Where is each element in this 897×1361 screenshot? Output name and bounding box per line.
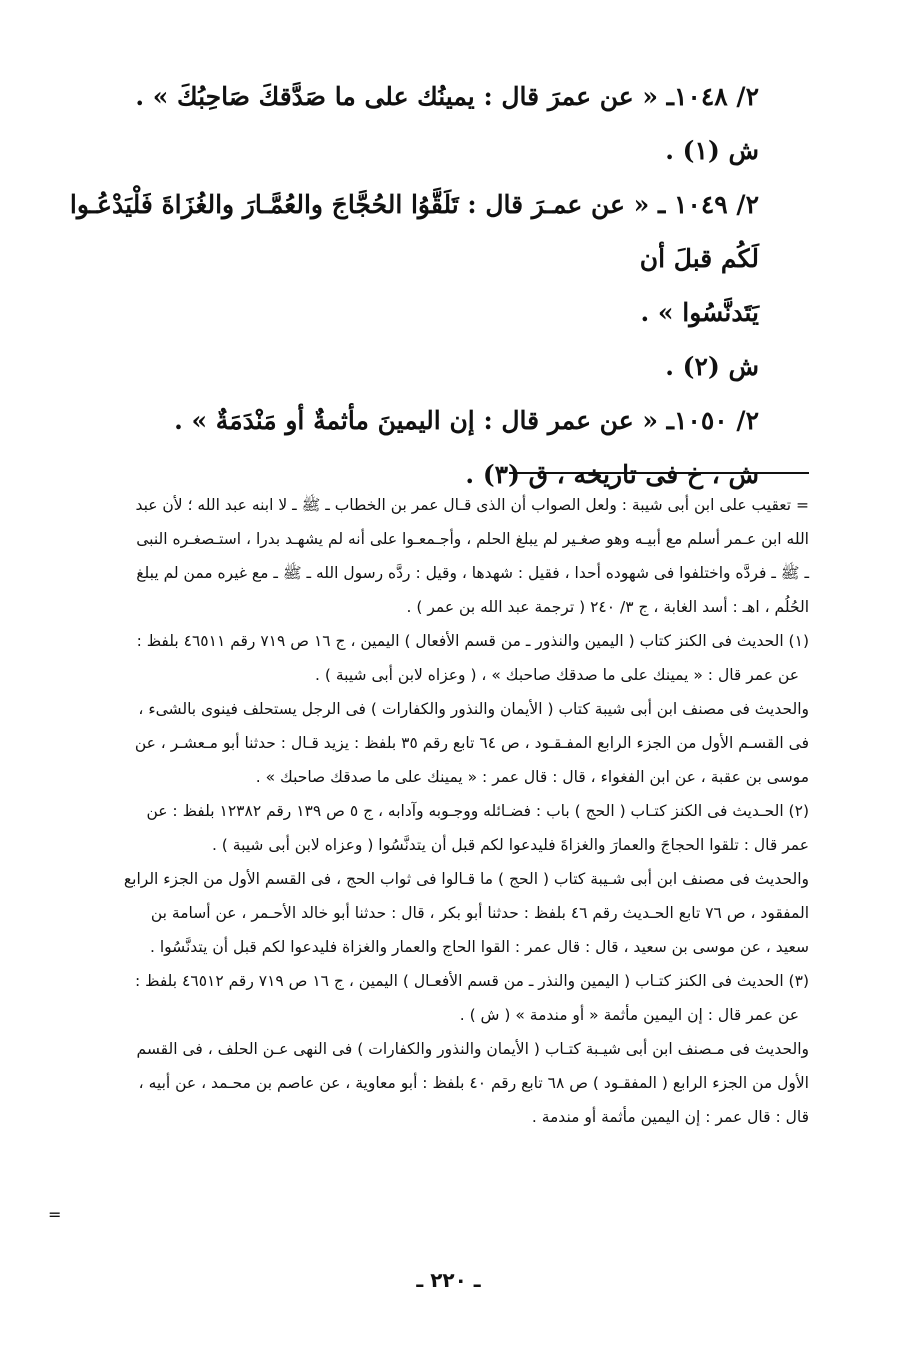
continuation-mark: = [48, 1205, 62, 1224]
footnote-line: (١) الحديث فى الكنز كتاب ( اليمين والنذور ـ من قسم الأفعال ) اليمين ، ج ١٦ ص ٧١٩ رقم ٤٦٥١١ بلفظ : [136, 632, 809, 650]
footnote-line: والحديث فى مصنف ابن أبى شيبة كتاب ( الأيمان والنذور والكفارات ) فى الرجل يستحلف فينوى بالشىء ، [138, 700, 809, 718]
hadith-line: ش (١) . [665, 136, 759, 165]
footnote-line: سعيد ، عن موسى بن سعيد ، قال : قال عمر : القوا الحاج والعمار والغزاة فليدعوا لكم قبل أن يتدنَّسُوا . [149, 938, 809, 956]
hadith-line: ٢/ ١٠٤٩ ـ « عن عمـرَ قال : تَلَقَّوُا الحُجَّاجَ والعُمَّـارَ والغُزَاةَ فَلْيَدْعُـوا لَكُم قبلَ أن [69, 190, 759, 273]
hadith-line: ٢/ ١٠٥٠ـ « عن عمر قال : إن اليمينَ مأثمةٌ أو مَنْدَمَةٌ » . [174, 406, 759, 435]
hadith-line: ٢/ ١٠٤٨ـ « عن عمرَ قال : يمينُك على ما صَدَّقكَ صَاحِبُكَ » . [135, 82, 759, 111]
footnote-line: قال : قال عمر : إن اليمين مأثمة أو مندمة . [531, 1108, 809, 1126]
footnote-line: (٣) الحديث فى الكنز كتـاب ( اليمين والنذر ـ من قسم الأفعـال ) اليمين ، ج ١٦ ص ٧١٩ رقم ٤٦٥١٢ بلفظ : [134, 972, 809, 990]
footnote-line: الأول من الجزء الرابع ( المفقـود ) ص ٦٨ تابع رقم ٤٠ بلفظ : أبو معاوية ، عن عاصم بن محـمد ، عن أبيه ، [138, 1074, 809, 1092]
footnote-line: فى القسـم الأول من الجزء الرابع المفـقـود ، ص ٦٤ تابع رقم ٣٥ بلفظ : يزيد قـال : حدثنا أبو مـعشـر ، عن [134, 734, 809, 752]
hadith-text-block [38, 70, 759, 502]
footnote-line: والحديث فى مصنف ابن أبى شـيبة كتاب ( الحج ) ما قـالوا فى ثواب الحج ، فى القسم الأول من الجزء الرابع [123, 870, 809, 888]
footnote-line: الله ابن عـمر أسلم مع أبيـه وهو صغـير لم يبلغ الحلم ، وأجـمعـوا على أنه لم يشهـد بدرا ، استـصغـره النبى [136, 530, 809, 548]
hadith-line: ش (٢) . [665, 352, 759, 381]
footnote-line: (٢) الحـديث فى الكنز كتـاب ( الحج ) باب : فضـائله ووجـوبه وآدابه ، ج ٥ ص ١٣٩ رقم ١٢٣٨٢ بلفظ : عن [146, 802, 809, 820]
footnote-line: = تعقيب على ابن أبى شيبة : ولعل الصواب أن الذى قـال عمر بن الخطاب ـ ﷺ ـ لا ابنه عبد الله ؛ لأن عبد [135, 496, 809, 514]
page-number: ـ ٢٢٠ ـ [416, 1268, 481, 1292]
footnote-line: موسى بن عقبة ، عن ابن الفغواء ، قال : قال عمر : « يمينك على ما صدقك صاحبك » . [255, 768, 809, 786]
footnote-separator [509, 472, 809, 474]
footnote-line: والحديث فى مـصنف ابن أبى شيـبة كتـاب ( الأيمان والنذور والكفارات ) فى النهى عـن الحلف ، فى القسم [136, 1040, 809, 1058]
footnotes-block [38, 488, 809, 1134]
footnote-line: عمر قال : تلقوا الحجاجَ والعمارَ والغزاةَ فليدعوا لكم قبل أن يتدنَّسُوا ( وعزاه لابن أبى شيبة ) . [211, 836, 809, 854]
footnote-line: المفقود ، ص ٧٦ تابع الحـديث رقم ٤٦ بلفظ : حدثنا أبو بكر ، قال : حدثنا أبو خالد الأحـمر ، عن أسامة بن [150, 904, 809, 922]
hadith-line: ش ، خ فى تاريخه ، ق (٣) . [465, 460, 759, 489]
footnote-line: ـ ﷺ ـ فردَّه واختلفوا فى شهوده أحدا ، فقيل : شهدها ، وقيل : ردَّه رسول الله ـ ﷺ ـ مع غيره ممن لم يبلغ [136, 564, 809, 582]
footnote-line: عن عمر قال : « يمينك على ما صدقك صاحبك » ، ( وعزاه لابن أبى شيبة ) . [315, 666, 799, 684]
footnote-line: عن عمر قال : إن اليمين مأثمة « أو مندمة » ( ش ) . [459, 1006, 799, 1024]
hadith-line: يَتَدنَّسُوا » . [640, 298, 759, 327]
footnote-line: الحُلُم ، اهـ : أسد الغابة ، ج ٣/ ٢٤٠ ( ترجمة عبد الله بن عمر ) . [406, 598, 809, 616]
